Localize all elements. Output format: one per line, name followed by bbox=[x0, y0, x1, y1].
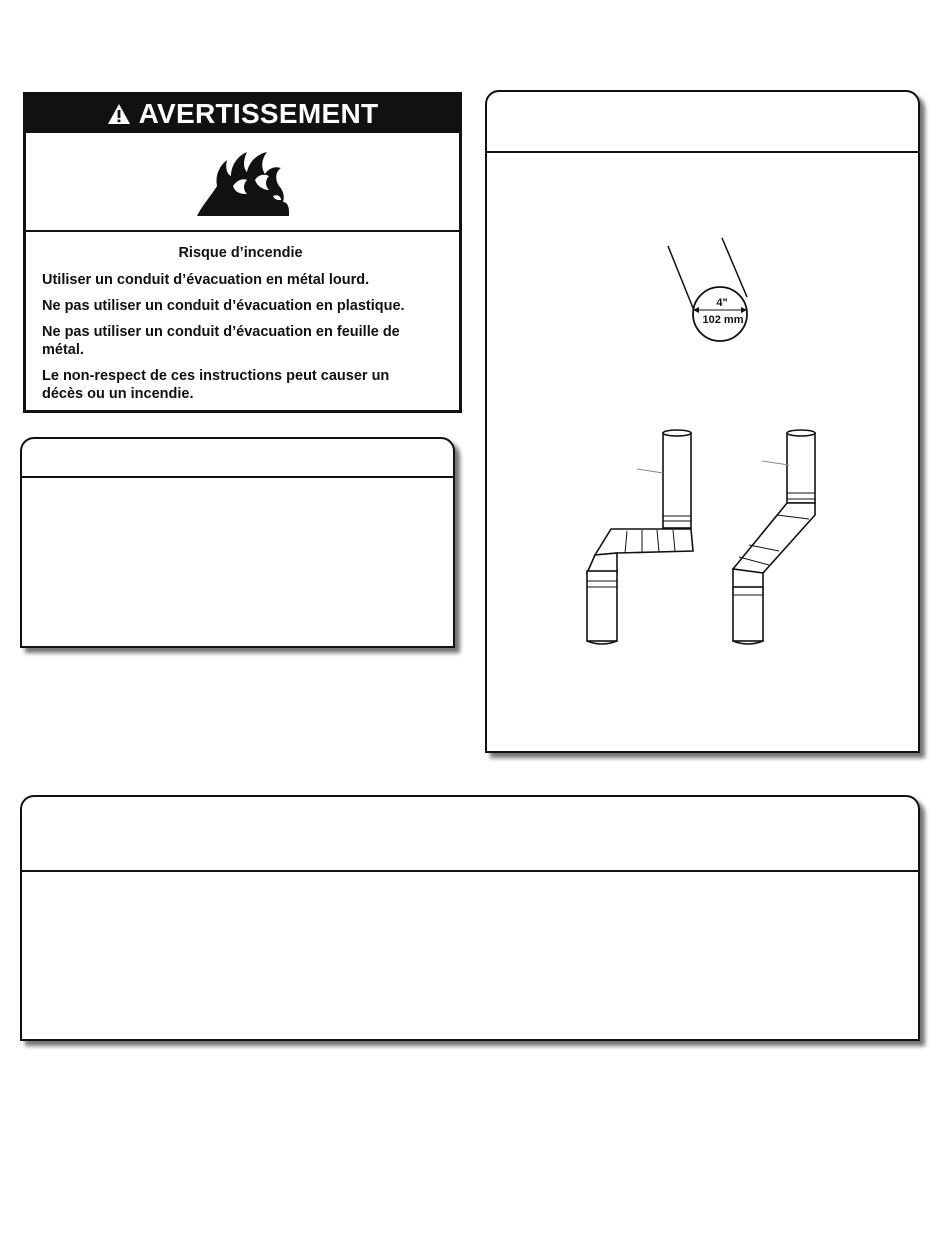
diameter-mm: 102 mm bbox=[702, 314, 744, 326]
blank-wide-panel bbox=[20, 795, 920, 1041]
duct-elbow-left bbox=[587, 430, 693, 644]
warning-line-3: Ne pas utiliser un conduit d’évacuation en feuille de métal. bbox=[42, 324, 400, 358]
fire-warning-box bbox=[23, 92, 462, 413]
warning-body bbox=[26, 232, 459, 403]
panel-header bbox=[487, 92, 918, 153]
warning-header bbox=[26, 95, 459, 133]
fire-icon bbox=[193, 146, 293, 218]
warning-line-1: Utiliser un conduit d’évacuation en métal lourd. bbox=[42, 272, 370, 288]
warning-title: AVERTISSEMENT bbox=[138, 98, 379, 129]
vent-diagrams bbox=[487, 153, 918, 753]
panel-header bbox=[22, 797, 918, 872]
fire-pictogram bbox=[26, 133, 459, 232]
duct-offset-right bbox=[733, 430, 815, 644]
blank-info-panel bbox=[20, 437, 455, 648]
diameter-inches: 4" bbox=[716, 297, 728, 309]
panel-header bbox=[22, 439, 453, 478]
warning-risk: Risque d’incendie bbox=[178, 245, 303, 261]
warning-line-4: Le non-respect de ces instructions peut causer un décès ou un incendie. bbox=[42, 368, 390, 402]
warning-line-2: Ne pas utiliser un conduit d’évacuation en plastique. bbox=[42, 298, 405, 314]
duct-diameter-diagram bbox=[668, 238, 747, 341]
warning-triangle-icon bbox=[107, 103, 131, 125]
vent-diagram-panel bbox=[485, 90, 920, 753]
